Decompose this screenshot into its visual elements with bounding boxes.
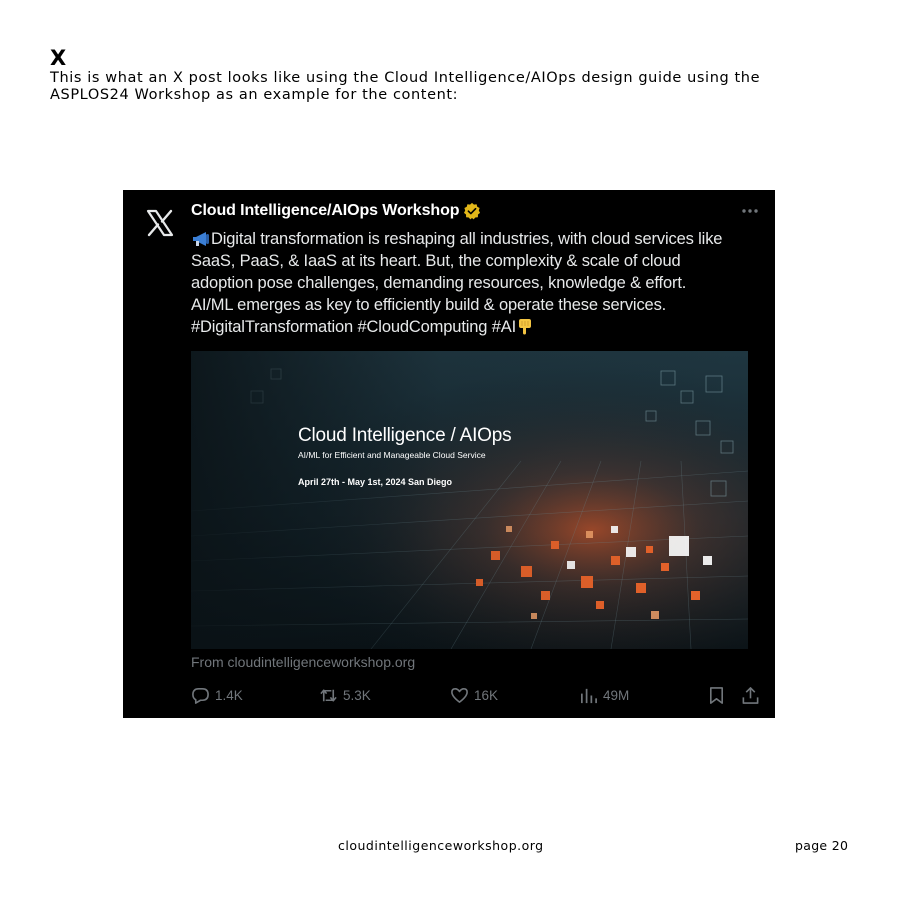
share-button[interactable] — [741, 686, 760, 705]
link-source[interactable]: From cloudintelligenceworkshop.org — [191, 654, 416, 670]
more-options-icon[interactable] — [741, 204, 759, 218]
x-logo-icon[interactable] — [145, 208, 175, 238]
post-line — [191, 228, 766, 250]
megaphone-icon — [191, 231, 211, 247]
post-body — [191, 228, 766, 338]
heart-icon — [450, 686, 469, 705]
media-background-graphic — [191, 351, 748, 649]
post-actions — [191, 686, 763, 708]
backhand-index-pointing-down-icon — [516, 317, 534, 335]
reply-icon — [191, 686, 210, 705]
post-hashtags — [191, 316, 766, 338]
post-line-text: Digital transformation is reshaping all industries, with cloud services like — [211, 230, 723, 248]
author-name[interactable]: Cloud Intelligence/AIOps Workshop — [191, 202, 460, 219]
repost-button[interactable] — [319, 686, 371, 705]
section-title: X — [50, 46, 67, 70]
media-title: Cloud Intelligence / AIOps — [298, 425, 512, 446]
intro-text — [50, 70, 850, 104]
post-media-image[interactable] — [191, 351, 748, 649]
post-line: adoption pose challenges, demanding resources, knowledge & effort. — [191, 274, 687, 292]
post-line: SaaS, PaaS, & IaaS at its heart. But, the complexity & scale of cloud — [191, 252, 681, 270]
page-number: page 20 — [795, 838, 849, 853]
views-count: 49M — [603, 688, 630, 703]
verified-badge-icon — [463, 202, 481, 220]
media-subtitle: AI/ML for Efficient and Manageable Cloud Service — [298, 450, 486, 460]
views-chart-icon — [579, 686, 598, 705]
post-header — [191, 202, 481, 220]
intro-line: This is what an X post looks like using the Cloud Intelligence/AIOps design guide using the — [50, 70, 761, 86]
x-post-card[interactable] — [123, 190, 775, 718]
footer-website: cloudintelligenceworkshop.org — [338, 838, 544, 853]
share-icon — [741, 686, 760, 705]
media-date: April 27th - May 1st, 2024 San Diego — [298, 477, 453, 487]
repost-icon — [319, 686, 338, 705]
like-button[interactable] — [450, 686, 498, 705]
bookmark-button[interactable] — [707, 686, 726, 705]
repost-count: 5.3K — [343, 688, 371, 703]
views-button[interactable] — [579, 686, 629, 705]
post-line: AI/ML emerges as key to efficiently build & operate these services. — [191, 296, 667, 314]
reply-button[interactable] — [191, 686, 243, 705]
bookmark-icon — [707, 686, 726, 705]
hashtags-text[interactable]: #DigitalTransformation #CloudComputing #AI — [191, 318, 517, 336]
reply-count: 1.4K — [215, 688, 243, 703]
intro-line: ASPLOS24 Workshop as an example for the content: — [50, 87, 459, 103]
like-count: 16K — [474, 688, 499, 703]
